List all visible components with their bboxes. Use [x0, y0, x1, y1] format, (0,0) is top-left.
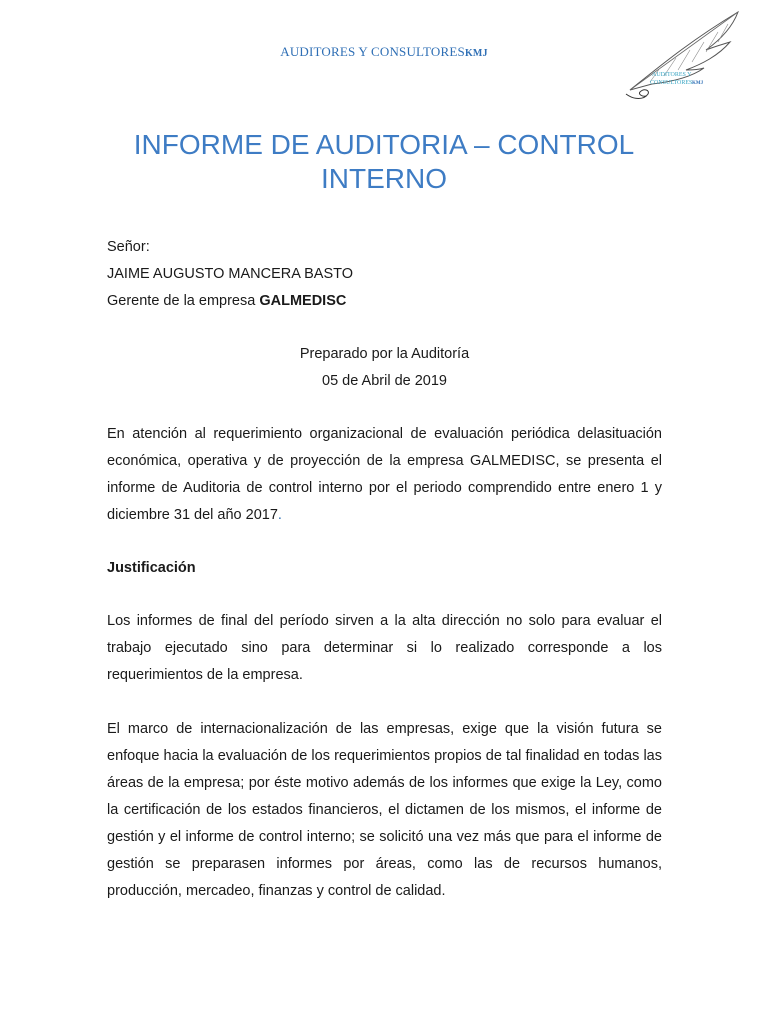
- intro-text: En atención al requerimiento organizacional de evaluación periódica delasituación económica, operativa y de proyección de la empresa GALMEDISC, se presenta el informe de Auditoria de control interno por el periodo comprendido entre enero 1 y diciembre 31 del año 2017: [107, 426, 662, 523]
- paragraph-2: Los informes de final del período sirven a la alta dirección no solo para evaluar el trabajo ejecutado sino para determinar si lo realizado corresponde a los requerimientos de la empresa.: [107, 613, 662, 683]
- logo-text-suffix: KMJ: [692, 81, 704, 86]
- logo-text-line1: AUDITORES Y: [652, 72, 692, 78]
- recipient-company: GALMEDISC: [259, 293, 347, 309]
- recipient-block: [107, 234, 662, 315]
- intro-paragraph: [107, 421, 662, 529]
- header-company-suffix: KMJ: [464, 48, 488, 59]
- recipient-name: JAIME AUGUSTO MANCERA BASTO: [107, 266, 354, 282]
- logo-text-line2: CONSULTORES: [650, 80, 693, 86]
- company-logo: [620, 6, 744, 102]
- prepared-date: 05 de Abril de 2019: [322, 373, 447, 389]
- section-heading-justificacion: Justificación: [107, 560, 196, 576]
- prepared-by: Preparado por la Auditoría: [299, 346, 470, 362]
- prepared-block: [107, 341, 662, 395]
- header-company: AUDITORES Y CONSULTORES: [280, 44, 465, 59]
- recipient-role: [107, 288, 662, 315]
- recipient-role-prefix: Gerente de la empresa: [107, 293, 260, 309]
- recipient-salutation: Señor:: [107, 239, 150, 255]
- document-title: INFORME DE AUDITORIA – CONTROL INTERNO: [133, 129, 635, 194]
- feather-quill-icon: [620, 6, 744, 102]
- intro-end-mark: .: [277, 507, 282, 523]
- paragraph-3: El marco de internacionalización de las empresas, exige que la visión futura se enfoque hacia la evaluación de los requerimientos propios de tal finalidad en todas las áreas de la empresa; por éste motivo además de los informes que exige la Ley, como la certificación de los estados financieros, el dictamen de los mismos, el informe de gestión y el informe de control interno; se solicitó una vez más que para el informe de gestión se preparasen informes por áreas, como las de recursos humanos, producción, mercadeo, finanzas y control de calidad.: [107, 721, 662, 899]
